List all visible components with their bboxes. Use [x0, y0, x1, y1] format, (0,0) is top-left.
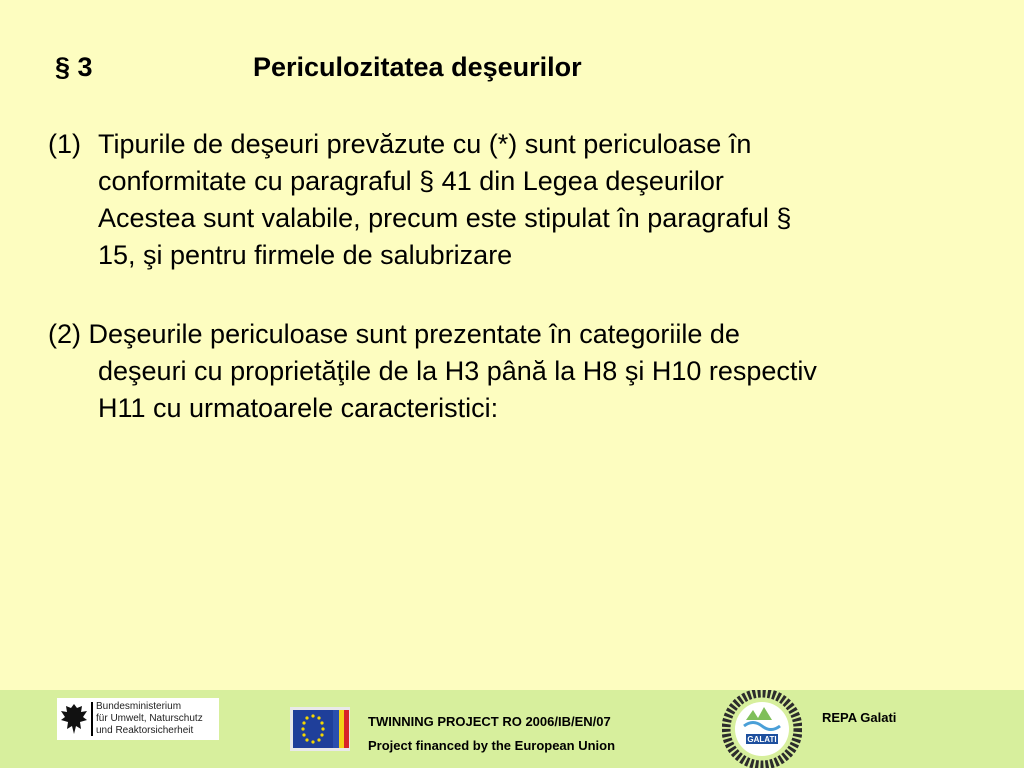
repa-logo-text: GALATI: [747, 735, 777, 744]
repa-galati-logo: [722, 690, 802, 768]
paragraph-2-line: H11 cu urmatoarele caracteristici:: [98, 393, 499, 423]
bmu-text: [96, 701, 203, 737]
section-title: Periculozitatea deşeurilor: [253, 52, 582, 82]
paragraph-2-line: (2) Deşeurile periculoase sunt prezentate în categoriile de: [48, 319, 740, 349]
bmu-line: Bundesministerium: [96, 701, 182, 712]
federal-eagle-icon: [60, 701, 88, 737]
paragraph-1-marker: (1): [48, 129, 81, 159]
bmu-line: und Reaktorsicherheit: [96, 725, 194, 736]
repa-label: REPA Galati: [822, 710, 897, 725]
paragraph-1: [48, 126, 978, 274]
bmu-divider: [91, 702, 93, 736]
footer-bar: [0, 690, 1024, 768]
paragraph-1-line: 15, şi pentru firmele de salubrizare: [98, 240, 513, 270]
paragraph-2-line: deşeuri cu proprietăţile de la H3 până la H8 şi H10 respectiv: [98, 356, 817, 386]
bmu-line: für Umwelt, Naturschutz: [96, 713, 203, 724]
twinning-project-text: [368, 710, 615, 758]
section-number: § 3: [55, 52, 93, 82]
paragraph-2: [48, 316, 978, 427]
eu-flag-icon: [290, 707, 350, 751]
paragraph-1-line: Tipurile de deşeuri prevăzute cu (*) sunt periculoase în: [98, 129, 752, 159]
project-financing: Project financed by the European Union: [368, 738, 616, 753]
paragraph-1-line: Acestea sunt valabile, precum este stipulat în paragraful §: [98, 203, 792, 233]
project-code: TWINNING PROJECT RO 2006/IB/EN/07: [368, 714, 611, 729]
bmu-logo: [57, 698, 219, 740]
paragraph-1-line: conformitate cu paragraful § 41 din Legea deşeurilor: [98, 166, 724, 196]
